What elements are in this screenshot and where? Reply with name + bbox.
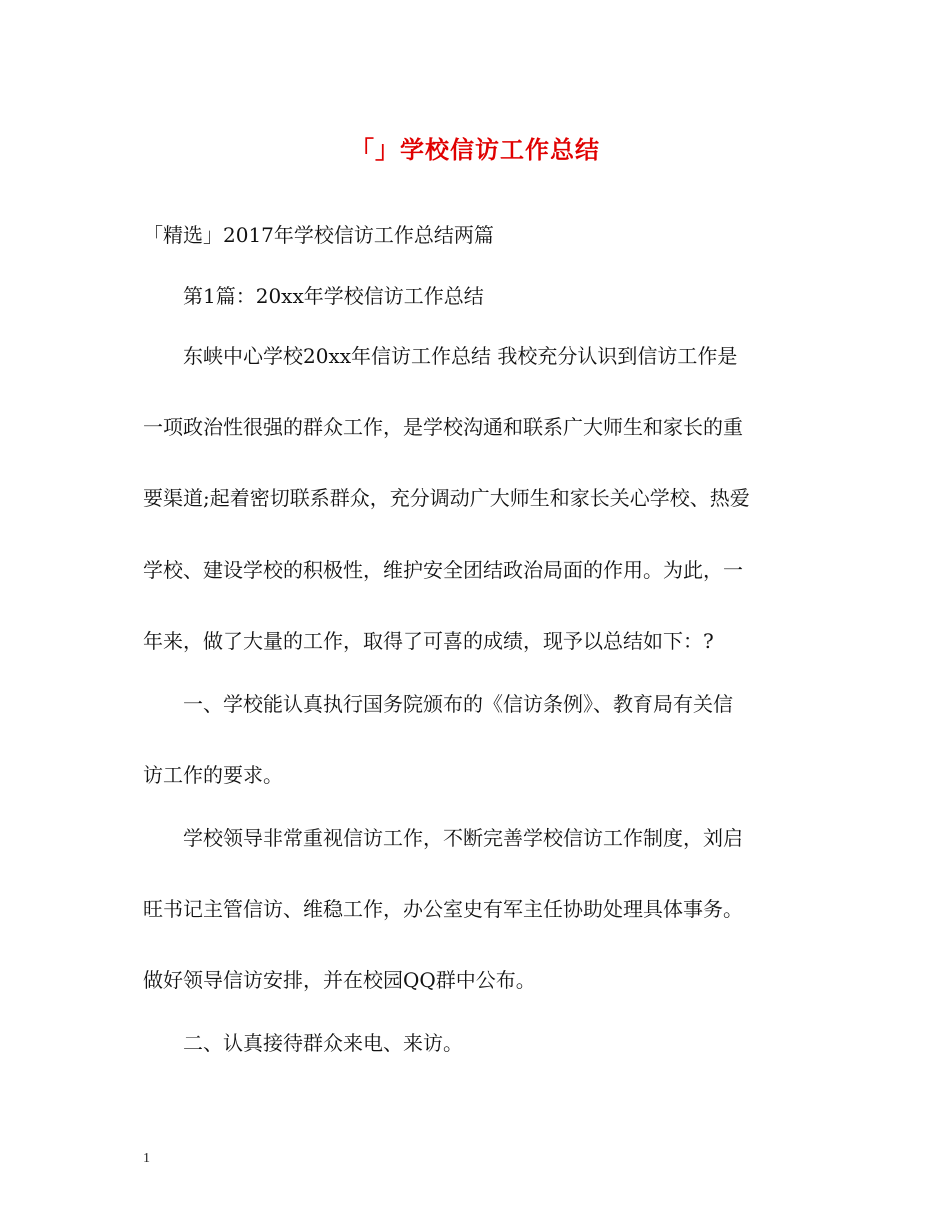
paragraph-line: 访工作的要求。 — [143, 763, 283, 787]
paragraph-line: 年来，做了大量的工作，取得了可喜的成绩，现予以总结如下：? — [143, 629, 714, 653]
paragraph-line: 东峡中心学校20xx年信访工作总结 我校充分认识到信访工作是 — [143, 344, 738, 368]
section-heading-line: 第1篇：20xx年学校信访工作总结 — [143, 284, 484, 308]
paragraph-line: 学校领导非常重视信访工作，不断完善学校信访工作制度，刘启 — [143, 826, 743, 850]
paragraph-line: 一项政治性很强的群众工作，是学校沟通和联系广大师生和家长的重 — [143, 415, 743, 439]
page-number: 1 — [143, 1151, 150, 1166]
paragraph-line: 旺书记主管信访、维稳工作，办公室史有军主任协助处理具体事务。 — [143, 897, 743, 921]
paragraph-line: 一、学校能认真执行国务院颁布的《信访条例》、教育局有关信 — [143, 692, 733, 716]
paragraph-line: 做好领导信访安排，并在校园QQ群中公布。 — [143, 968, 536, 992]
paragraph-line: 二、认真接待群众来电、来访。 — [143, 1031, 463, 1055]
paragraph-line: 学校、建设学校的积极性，维护安全团结政治局面的作用。为此，一 — [143, 558, 743, 582]
subtitle-line: 「精选」2017年学校信访工作总结两篇 — [143, 223, 494, 247]
document-title: 「」学校信访工作总结 — [350, 135, 600, 164]
paragraph-line: 要渠道;起着密切联系群众，充分调动广大师生和家长关心学校、热爱 — [143, 486, 750, 510]
